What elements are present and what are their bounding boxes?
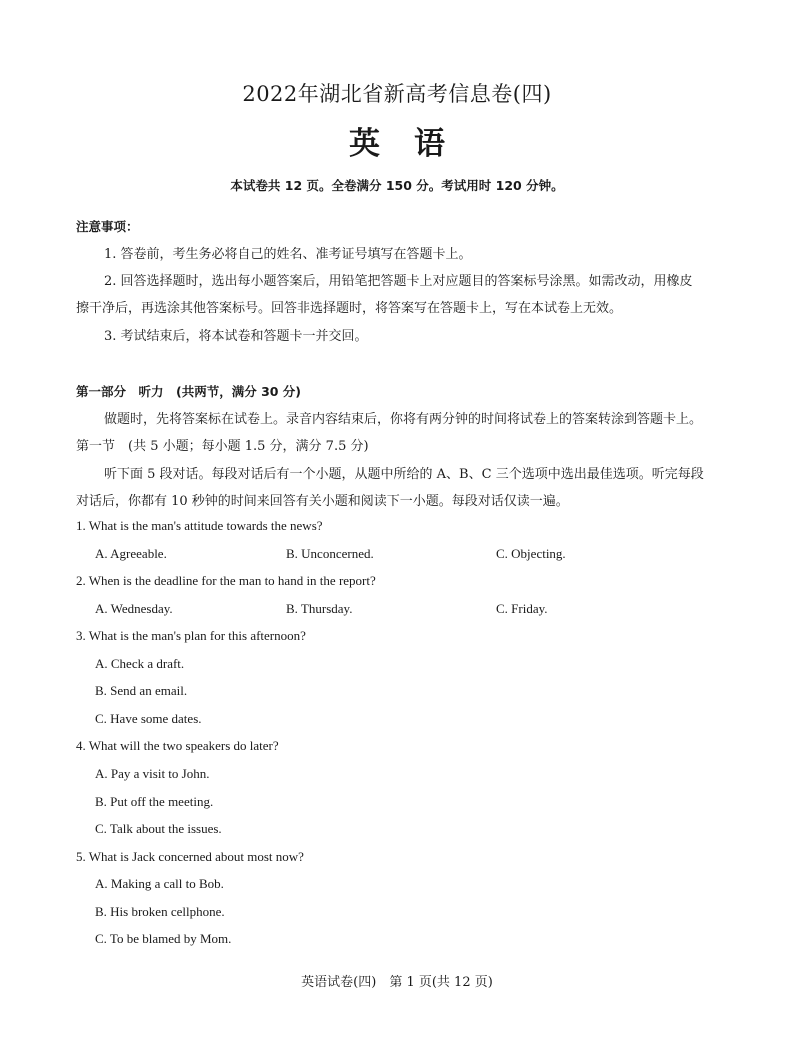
option-b: B. Put off the meeting.	[95, 794, 214, 809]
note-item: 1. 答卷前，考生务必将自己的姓名、准考证号填写在答题卡上。	[104, 247, 472, 262]
option-a: A. Wednesday.	[95, 601, 173, 616]
exam-meta: 本试卷共 12 页。全卷满分 150 分。考试用时 120 分钟。	[230, 178, 564, 193]
exam-title: 2022年湖北省新高考信息卷(四)	[242, 82, 552, 106]
section1-heading: 第一节 (共 5 小题；每小题 1.5 分，满分 7.5 分)	[76, 439, 369, 454]
part1-heading: 第一部分 听力 (共两节，满分 30 分)	[76, 384, 302, 399]
question-stem: 2. When is the deadline for the man to hand in the report?	[76, 573, 376, 588]
option-a: A. Agreeable.	[95, 546, 167, 561]
option-a: A. Check a draft.	[95, 656, 185, 671]
question-stem: 4. What will the two speakers do later?	[76, 738, 279, 753]
option-a: A. Pay a visit to John.	[95, 766, 210, 781]
option-b: B. His broken cellphone.	[95, 904, 225, 919]
option-c: C. Friday.	[496, 601, 548, 616]
question-stem: 5. What is Jack concerned about most now?	[76, 849, 304, 864]
option-a: A. Making a call to Bob.	[95, 876, 224, 891]
part1-intro: 做题时，先将答案标在试卷上。录音内容结束后，你将有两分钟的时间将试卷上的答案转涂到答题卡上。	[104, 412, 703, 427]
option-c: C. To be blamed by Mom.	[95, 931, 232, 946]
option-c: C. Objecting.	[496, 546, 566, 561]
option-b: B. Unconcerned.	[286, 546, 374, 561]
question-stem: 1. What is the man's attitude towards the news?	[76, 518, 323, 533]
notes-heading: 注意事项：	[76, 219, 139, 234]
option-b: B. Send an email.	[95, 683, 188, 698]
note-item-continued: 擦干净后，再选涂其他答案标号。回答非选择题时，将答案写在答题卡上，写在本试卷上无效。	[76, 301, 623, 316]
note-item: 3. 考试结束后，将本试卷和答题卡一并交回。	[104, 329, 368, 344]
page-footer: 英语试卷(四) 第 1 页(共 12 页)	[301, 975, 493, 990]
subject-title: 英语	[349, 126, 479, 162]
section1-intro: 听下面 5 段对话。每段对话后有一个小题，从题中所给的 A、B、C 三个选项中选出最佳选项。听完每段	[104, 467, 704, 482]
section1-intro-continued: 对话后，你都有 10 秒钟的时间来回答有关小题和阅读下一小题。每段对话仅读一遍。	[76, 494, 569, 509]
option-c: C. Talk about the issues.	[95, 821, 222, 836]
note-item: 2. 回答选择题时，选出每小题答案后，用铅笔把答题卡上对应题目的答案标号涂黑。如需改动，用橡皮	[104, 274, 693, 289]
question-stem: 3. What is the man's plan for this afternoon?	[76, 628, 306, 643]
option-c: C. Have some dates.	[95, 711, 202, 726]
option-b: B. Thursday.	[286, 601, 353, 616]
